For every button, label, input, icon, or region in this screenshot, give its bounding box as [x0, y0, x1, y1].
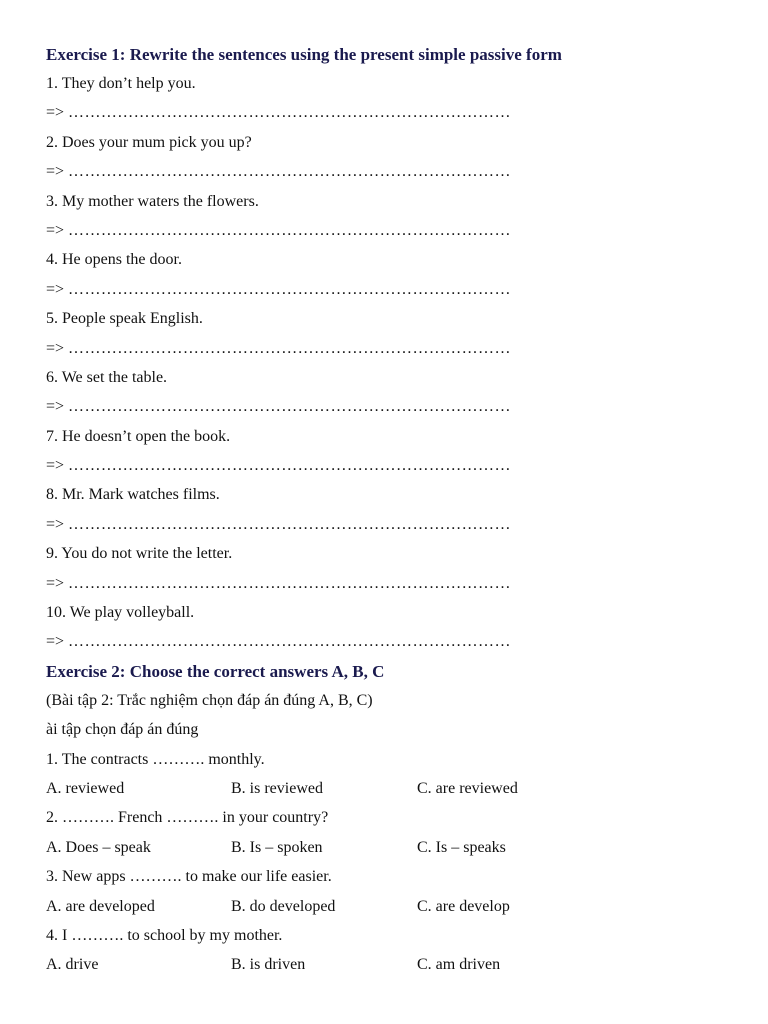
question-text: 10. We play volleyball.	[46, 604, 195, 622]
arrow-text: =>	[46, 104, 65, 122]
question-text: 9. You do not write the letter.	[46, 545, 233, 563]
answer-dots: ………………………………………………………………………	[68, 339, 511, 357]
arrow-text: =>	[46, 515, 65, 533]
option-c[interactable]: C. Is – speaks	[417, 838, 506, 856]
answer-dots: ………………………………………………………………………	[68, 398, 511, 416]
option-a[interactable]: A. are developed	[46, 897, 155, 915]
answer-dots: ………………………………………………………………………	[68, 457, 511, 475]
question-text: 3. My mother waters the flowers.	[46, 192, 259, 210]
answer-dots: ………………………………………………………………………	[68, 280, 511, 298]
answer-line[interactable]	[46, 627, 746, 656]
arrow-text: =>	[46, 574, 65, 592]
option-c[interactable]: C. are reviewed	[417, 779, 518, 797]
exercise-2-subtitle: (Bài tập 2: Trắc nghiệm chọn đáp án đúng A, B, C)	[46, 691, 373, 709]
arrow-text: =>	[46, 280, 65, 298]
question-text: 4. I ………. to school by my mother.	[46, 926, 283, 944]
option-b[interactable]: B. is reviewed	[231, 779, 323, 797]
exercise-2-note: ài tập chọn đáp án đúng	[46, 721, 199, 739]
arrow-text: =>	[46, 221, 65, 239]
answer-line[interactable]	[46, 569, 746, 598]
answer-line[interactable]	[46, 392, 746, 421]
question-text: 2. Does your mum pick you up?	[46, 133, 252, 151]
exercise-1-title: Exercise 1: Rewrite the sentences using the present simple passive form	[46, 45, 562, 64]
option-c[interactable]: C. are develop	[417, 897, 510, 915]
answer-options	[46, 833, 746, 862]
answer-dots: ………………………………………………………………………	[68, 574, 511, 592]
answer-dots: ………………………………………………………………………	[68, 221, 511, 239]
question-text: 1. They don’t help you.	[46, 75, 196, 92]
answer-dots: ………………………………………………………………………	[68, 515, 511, 533]
arrow-text: =>	[46, 457, 65, 475]
answer-options	[46, 950, 746, 979]
answer-line[interactable]	[46, 98, 746, 127]
answer-dots: ………………………………………………………………………	[68, 163, 511, 181]
question-text: 8. Mr. Mark watches films.	[46, 486, 220, 504]
arrow-text: =>	[46, 163, 65, 181]
answer-line[interactable]	[46, 216, 746, 245]
answer-options	[46, 892, 746, 921]
arrow-text: =>	[46, 339, 65, 357]
exercise-2-title: Exercise 2: Choose the correct answers A, B, C	[46, 661, 385, 681]
answer-dots: ………………………………………………………………………	[68, 104, 511, 122]
option-a[interactable]: A. Does – speak	[46, 838, 151, 856]
exercise-2-list	[46, 745, 746, 980]
option-a[interactable]: A. drive	[46, 956, 99, 974]
answer-line[interactable]	[46, 510, 746, 539]
arrow-text: =>	[46, 633, 65, 651]
exercise-1-list	[46, 69, 746, 657]
question-text: 7. He doesn’t open the book.	[46, 427, 231, 445]
option-b[interactable]: B. do developed	[231, 897, 336, 915]
answer-line[interactable]	[46, 334, 746, 363]
option-a[interactable]: A. reviewed	[46, 779, 125, 797]
arrow-text: =>	[46, 398, 65, 416]
question-text: 4. He opens the door.	[46, 251, 182, 269]
worksheet	[46, 40, 746, 980]
option-b[interactable]: B. Is – spoken	[231, 838, 323, 856]
answer-line[interactable]	[46, 275, 746, 304]
answer-dots: ………………………………………………………………………	[68, 633, 511, 651]
option-c[interactable]: C. am driven	[417, 956, 501, 974]
answer-line[interactable]	[46, 157, 746, 186]
question-text: 5. People speak English.	[46, 310, 203, 328]
question-text: 2. ………. French ………. in your country?	[46, 809, 329, 827]
question-text: 1. The contracts ………. monthly.	[46, 750, 265, 768]
answer-options	[46, 774, 746, 803]
question-text: 3. New apps ………. to make our life easier.	[46, 868, 332, 886]
option-b[interactable]: B. is driven	[231, 956, 306, 974]
answer-line[interactable]	[46, 451, 746, 480]
question-text: 6. We set the table.	[46, 368, 168, 386]
